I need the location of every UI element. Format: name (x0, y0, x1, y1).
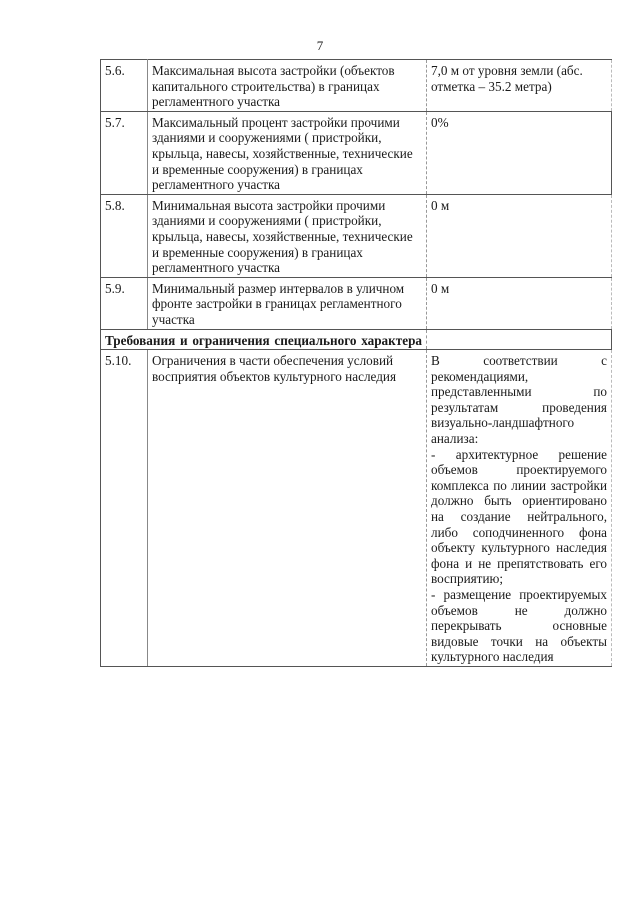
section-heading: Требования и ограничения специального характера (101, 329, 427, 350)
section-heading-row (101, 329, 612, 350)
page-number: 7 (316, 38, 324, 53)
table-row (101, 350, 612, 667)
row-value: 0 м (427, 277, 612, 329)
row-value: 0% (427, 111, 612, 194)
row-description: Максимальный процент застройки прочими зданиями и сооружениями ( пристройки, крыльца, навесы, хозяйственные, технические и временные сооружения) в границах регламентного участка (148, 111, 427, 194)
row-description: Минимальный размер интервалов в уличном фронте застройки в границах регламентного участка (148, 277, 427, 329)
row-number: 5.6. (101, 60, 148, 112)
row-number: 5.10. (101, 350, 148, 667)
table-row (101, 277, 612, 329)
row-description: Минимальная высота застройки прочими зданиями и сооружениями ( пристройки, крыльца, навесы, хозяйственные, технические и временные сооружения) в границах регламентного участка (148, 194, 427, 277)
table-row (101, 111, 612, 194)
section-heading-value (427, 329, 612, 350)
value-item: - размещение проектируемых объемов не должно перекрывать основные видовые точки на объекты культурного наследия (431, 587, 607, 665)
row-number: 5.9. (101, 277, 148, 329)
table-row (101, 60, 612, 112)
row-description: Ограничения в части обеспечения условий восприятия объектов культурного наследия (148, 350, 427, 667)
value-intro: В соответствии с рекомендациями, представленными по результатам проведения визуально-ландшафтного анализа: (431, 353, 607, 447)
regulations-table (100, 59, 612, 667)
row-description: Максимальная высота застройки (объектов капитального строительства) в границах регламентного участка (148, 60, 427, 112)
row-number: 5.8. (101, 194, 148, 277)
table-row (101, 194, 612, 277)
row-value (427, 350, 612, 667)
row-value: 7,0 м от уровня земли (абс. отметка – 35.2 метра) (427, 60, 612, 112)
value-item: - архитектурное решение объемов проектируемого комплекса по линии застройки должно быть ориентировано на создание нейтрального, либо соподчиненного фона объекту культурного наследия фона и не препятствовать его восприятию; (431, 446, 607, 587)
row-value: 0 м (427, 194, 612, 277)
row-number: 5.7. (101, 111, 148, 194)
